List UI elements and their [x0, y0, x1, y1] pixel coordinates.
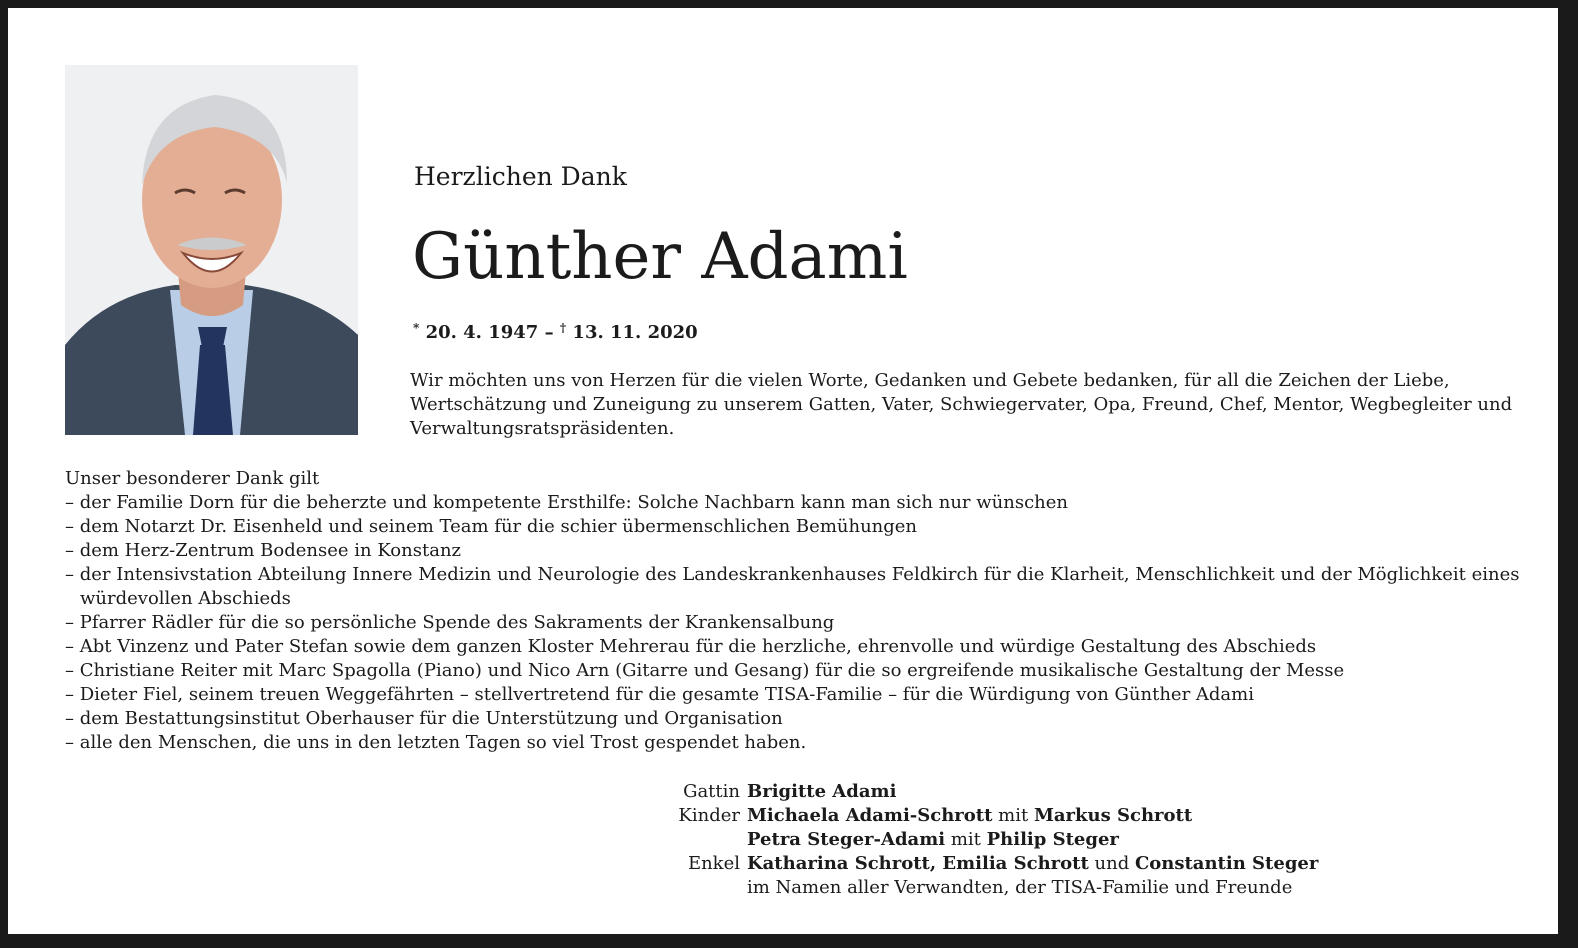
deceased-name: Günther Adami	[412, 220, 908, 294]
date-dash: –	[538, 322, 560, 343]
thanks-item: – der Familie Dorn für die beherzte und kompetente Ersthilfe: Solche Nachbarn kann man sich nur wünschen	[65, 492, 1069, 513]
intro-heading: Herzlichen Dank	[414, 162, 627, 191]
thanks-item: – alle den Menschen, die uns in den letzten Tagen so viel Trost gespendet haben.	[65, 732, 807, 753]
life-dates	[413, 321, 698, 343]
role-gattin: Gattin	[683, 781, 740, 802]
birth-date: 20. 4. 1947	[425, 322, 539, 343]
family-row-enkel	[648, 852, 1318, 876]
gattin-name: Brigitte Adami	[747, 781, 897, 802]
obituary-card	[8, 8, 1558, 934]
thanks-section	[65, 467, 1535, 755]
family-row-kinder	[648, 804, 1318, 828]
family-row-kinder-2	[648, 828, 1318, 852]
role-enkel: Enkel	[687, 853, 740, 874]
family-signatures	[648, 780, 1318, 900]
thanks-title: Unser besonderer Dank gilt	[65, 468, 320, 489]
lead-paragraph: Wir möchten uns von Herzen für die vielen Worte, Gedanken und Gebete bedanken, für all die Zeichen der Liebe, Wertschätzung und Zuneigung zu unserem Gatten, Vater, Schwiegervater, Opa, Freund, Chef, Mentor, Wegbegleiter und Verwaltungsratspräsidenten.	[410, 370, 1513, 439]
kind-name: Michaela Adami-Schrott	[747, 805, 993, 826]
death-date: 13. 11. 2020	[572, 322, 698, 343]
thanks-item: – Dieter Fiel, seinem treuen Weggefährten – stellvertretend für die gesamte TISA-Familie – für die Würdigung von Günther Adami	[65, 684, 1254, 705]
role-kinder: Kinder	[678, 805, 740, 826]
partner-name: Philip Steger	[986, 829, 1119, 850]
thanks-item: – Abt Vinzenz und Pater Stefan sowie dem ganzen Kloster Mehrerau für die herzliche, ehrenvolle und würdige Gestaltung des Abschieds	[65, 636, 1317, 657]
enkel-names: Katharina Schrott, Emilia Schrott	[747, 853, 1089, 874]
family-row-closing	[648, 876, 1318, 900]
mit-text: mit	[945, 829, 987, 850]
death-symbol: †	[559, 321, 567, 335]
portrait-photo	[65, 65, 358, 435]
kind-name: Petra Steger-Adami	[747, 829, 946, 850]
thanks-item: – der Intensivstation Abteilung Innere Medizin und Neurologie des Landeskrankenhauses Feldkirch für die Klarheit, Menschlichkeit und der Möglichkeit eines würdevollen Abschieds	[65, 564, 1520, 609]
family-row-gattin	[648, 780, 1318, 804]
thanks-item: – dem Herz-Zentrum Bodensee in Konstanz	[65, 540, 462, 561]
portrait-illustration	[65, 65, 358, 435]
thanks-item: – Christiane Reiter mit Marc Spagolla (Piano) und Nico Arn (Gitarre und Gesang) für die so ergreifende musikalische Gestaltung der Messe	[65, 660, 1345, 681]
closing-line: im Namen aller Verwandten, der TISA-Familie und Freunde	[747, 877, 1293, 898]
thanks-item: – dem Notarzt Dr. Eisenheld und seinem Team für die schier übermenschlichen Bemühungen	[65, 516, 918, 537]
thanks-list	[65, 491, 1535, 755]
thanks-item: – Pfarrer Rädler für die so persönliche Spende des Sakraments der Krankensalbung	[65, 612, 835, 633]
birth-symbol: *	[413, 321, 420, 335]
enkel-name: Constantin Steger	[1134, 853, 1319, 874]
und-text: und	[1088, 853, 1135, 874]
partner-name: Markus Schrott	[1033, 805, 1193, 826]
mit-text: mit	[992, 805, 1034, 826]
thanks-item: – dem Bestattungsinstitut Oberhauser für die Unterstützung und Organisation	[65, 708, 783, 729]
